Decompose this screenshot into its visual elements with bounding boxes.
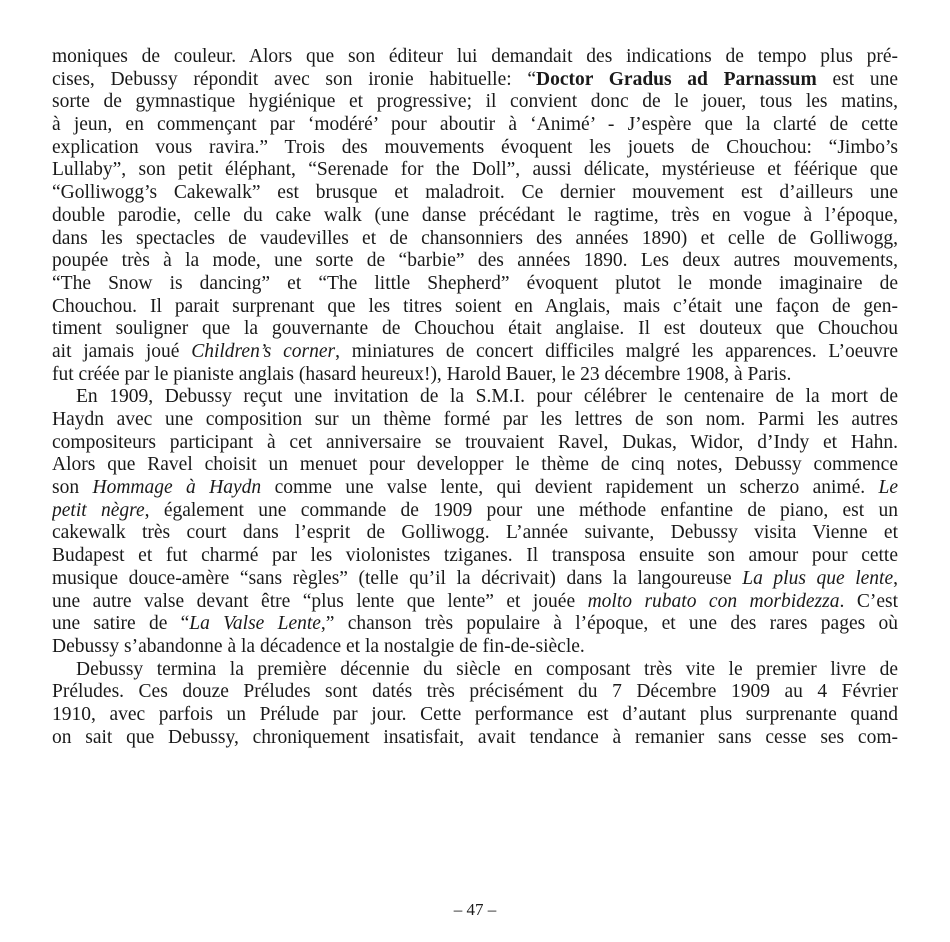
text-line	[52, 636, 898, 659]
italic-title: La Valse Lente	[189, 613, 321, 635]
text-segment: comme une valse lente, qui devient rapidement un scherzo animé.	[261, 477, 879, 499]
text-segment: Haydn avec une composition sur un thème formé par les lettres de son nom. Parmi les autres	[52, 409, 898, 430]
text-segment: ait jamais joué	[52, 340, 192, 362]
text-segment: “The Snow is dancing” et “The little Shepherd” évoquent plutot le monde imaginaire de	[52, 272, 898, 294]
text-segment: à jeun, en commençant par ‘modéré’ pour aboutir à ‘Animé’ - J’espère que la clarté de cette	[52, 114, 898, 136]
text-segment: 1910, avec parfois un Prélude par jour. Cette performance est d’autant plus surprenante quand	[52, 703, 898, 725]
italic-title: Hommage à Haydn	[92, 477, 262, 499]
text-line	[52, 386, 898, 409]
italic-title: molto rubato con morbidezza	[587, 590, 840, 612]
text-line	[52, 681, 898, 704]
text-segment: En 1909, Debussy reçut une invitation de la S.M.I. pour célébrer le centenaire de la mort de	[76, 386, 898, 408]
text-segment: une satire de “	[52, 613, 190, 635]
text-segment: Chouchou. Il parait surprenant que les titres soient en Anglais, mais c’était une façon de gen-	[52, 295, 898, 317]
text-line	[52, 182, 898, 205]
text-segment: musique douce-amère “sans règles” (telle qu’il la décrivait) dans la langoureuse	[52, 567, 743, 589]
text-line	[52, 69, 898, 92]
text-line	[52, 522, 898, 545]
text-line	[52, 568, 898, 591]
italic-title: Le	[878, 477, 898, 499]
text-line	[52, 727, 898, 750]
text-segment: Lullaby”, son petit éléphant, “Serenade for the Doll”, aussi délicate, mystérieuse et féérique que	[52, 159, 898, 181]
text-line	[52, 250, 898, 273]
text-line	[52, 591, 898, 614]
text-line	[52, 46, 898, 69]
page-number: – 47 –	[453, 900, 497, 919]
text-line	[52, 205, 898, 228]
text-segment: ,” chanson très populaire à l’époque, et une des rares pages où	[320, 613, 898, 635]
body-text	[52, 46, 898, 749]
text-line	[52, 296, 898, 319]
text-line	[52, 341, 898, 364]
text-segment: Debussy s’abandonne à la décadence et la nostalgie de fin-de-siècle.	[52, 635, 585, 657]
text-line	[52, 432, 898, 455]
text-segment: ,	[893, 567, 898, 589]
text-line	[52, 454, 898, 477]
text-segment: fut créée par le pianiste anglais (hasard heureux!), Harold Bauer, le 23 décembre 1908, à Paris.	[52, 363, 792, 385]
text-line	[52, 273, 898, 296]
italic-title: petit nègre	[52, 499, 145, 521]
text-line	[52, 545, 898, 568]
italic-title: Children’s corner	[191, 340, 336, 362]
text-segment: dans les spectacles de vaudevilles et de chansonniers des années 1890) et celle de Golliwogg,	[52, 227, 898, 249]
text-segment: Debussy termina la première décennie du siècle en composant très vite le premier livre de	[76, 658, 898, 680]
text-segment: , miniatures de concert difficiles malgré les apparences. L’oeuvre	[335, 340, 898, 362]
text-segment: compositeurs participant à cet anniversaire se trouvaient Ravel, Dukas, Widor, d’Indy et Hahn.	[52, 431, 898, 453]
text-line	[52, 659, 898, 682]
text-segment: cises, Debussy répondit avec son ironie habituelle: “	[52, 68, 537, 90]
text-line	[52, 409, 898, 432]
text-segment: est une	[816, 68, 898, 90]
text-segment: on sait que Debussy, chroniquement insatisfait, avait tendance à remanier sans cesse ses com-	[52, 726, 898, 748]
italic-title: La plus que lente	[742, 567, 894, 589]
text-segment: explication vous ravira.” Trois des mouvements évoquent les jouets de Chouchou: “Jimbo’s	[52, 136, 898, 158]
text-segment: Budapest et fut charmé par les violonistes tziganes. Il transposa ensuite son amour pour cette	[52, 545, 898, 567]
bold-title: Doctor Gradus ad Parnassum	[536, 68, 817, 90]
text-line	[52, 228, 898, 251]
text-line	[52, 159, 898, 182]
text-line	[52, 137, 898, 160]
text-segment: cakewalk très court dans l’esprit de Golliwogg. L’année suivante, Debussy visita Vienne et	[52, 522, 898, 544]
text-line	[52, 613, 898, 636]
text-line	[52, 500, 898, 523]
text-line	[52, 477, 898, 500]
text-line	[52, 364, 898, 387]
text-segment: Alors que Ravel choisit un menuet pour developper le thème de cinq notes, Debussy commence	[52, 454, 898, 476]
text-segment: timent souligner que la gouvernante de Chouchou était anglaise. Il est douteux que Chouchou	[52, 318, 898, 340]
text-segment: . C’est	[839, 590, 898, 612]
text-segment: “Golliwogg’s Cakewalk” est brusque et maladroit. Ce dernier mouvement est d’ailleurs une	[52, 182, 898, 204]
text-segment: double parodie, celle du cake walk (une danse précédant le ragtime, très en vogue à l’époque,	[52, 204, 898, 226]
text-segment: poupée très à la mode, une sorte de “barbie” des années 1890. Les deux autres mouvements,	[52, 250, 898, 272]
text-line	[52, 91, 898, 114]
text-segment: une autre valse devant être “plus lente que lente” et jouée	[52, 590, 588, 612]
text-segment: Préludes. Ces douze Préludes sont datés très précisément du 7 Décembre 1909 au 4 Février	[52, 681, 898, 703]
text-segment: moniques de couleur. Alors que son éditeur lui demandait des indications de tempo plus pré-	[52, 46, 898, 67]
text-line	[52, 114, 898, 137]
text-segment: , également une commande de 1909 pour une méthode enfantine de piano, est un	[144, 499, 898, 521]
text-segment: sorte de gymnastique hygiénique et progressive; il convient donc de le jouer, tous les matins,	[52, 91, 898, 113]
text-line	[52, 704, 898, 727]
text-line	[52, 318, 898, 341]
text-segment: son	[52, 477, 93, 499]
